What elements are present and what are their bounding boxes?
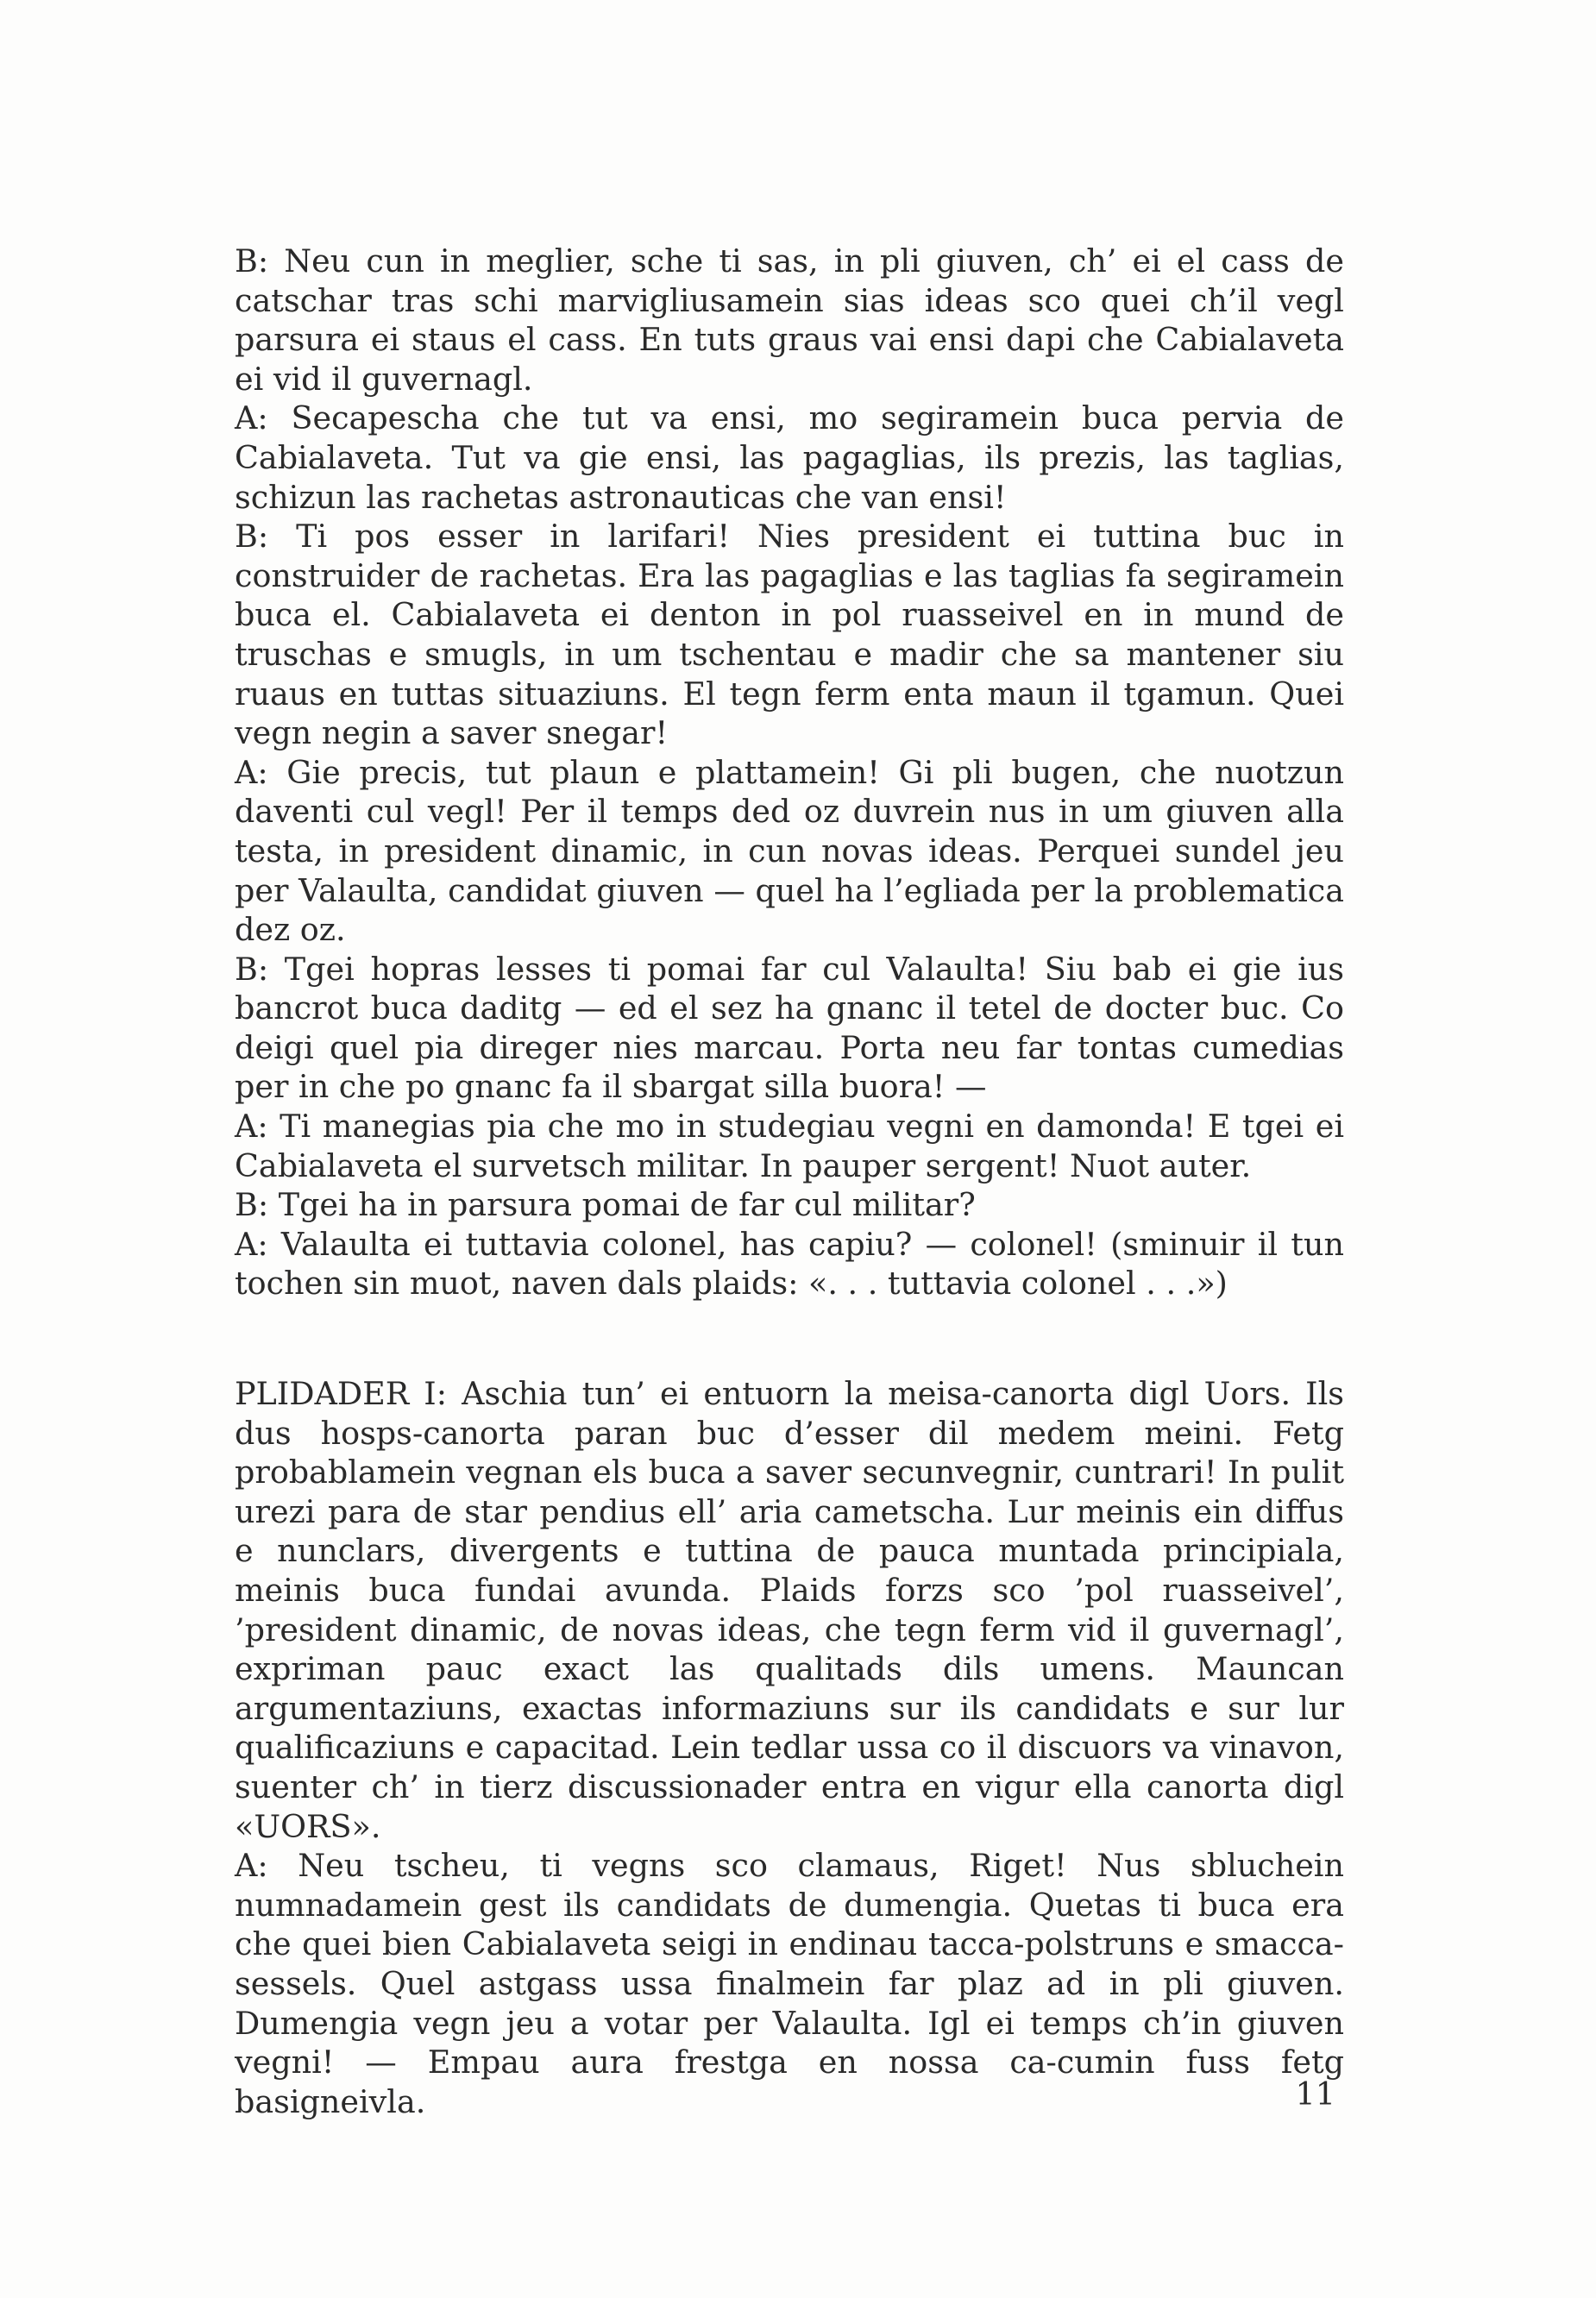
dialogue-block-2 — [235, 1374, 1344, 2121]
section-gap — [235, 1303, 1344, 1374]
dialogue-block-1 — [235, 242, 1344, 1303]
dialogue-line-a-2: A: Gie precis, tut plaun e plattamein! Gi pli bugen, che nuotzun daventi cul vegl! Per il temps ded oz duvrein nus in um giuven alla testa, in president dinamic, in cun novas ideas. Perquei sundel jeu per Valaulta, candidat giuven — quel ha l’egliada per la problematica dez oz. — [235, 753, 1344, 949]
dialogue-line-b-2: B: Ti pos esser in larifari! Nies president ei tuttina buc in construider de rachetas. Era las pagaglias e las taglias fa segiramein buca el. Cabialaveta ei denton in pol ruasseivel en in mund de truschas e smugls, in um tschentau e madir che sa mantener siu ruaus en tuttas situaziuns. El tegn ferm enta maun il tgamun. Quei vegn negin a saver snegar! — [235, 518, 1344, 752]
narrator-paragraph: PLIDADER I: Aschia tun’ ei entuorn la meisa-canorta digl Uors. Ils dus hosps-canorta paran buc d’esser dil medem meini. Fetg probablamein vegnan els buca a saver secunvegnir, cuntrari! In pulit urezi para de star pendius ell’ aria cametscha. Lur meinis ein diffus e nunclars, divergents e tuttina de pauca muntada principiala, meinis buca fundai avunda. Plaids forzs sco ’pol ruasseivel’, ’president dinamic, de novas ideas, che tegn ferm vid il guvernagl’, expriman pauc exact las qualitads dils umens. Mauncan argumentaziuns, exactas informaziuns sur ils candidats e sur lur qualificaziuns e capacitad. Lein tedlar ussa co il discuors va vinavon, suenter ch’ in tierz discussionader entra en vigur ella canorta digl «UORS». — [235, 1375, 1344, 1845]
dialogue-line-b-3: B: Tgei hopras lesses ti pomai far cul Valaulta! Siu bab ei gie ius bancrot buca daditg — ed el sez ha gnanc il tetel de docter buc. Co deigi quel pia direger nies marcau. Porta neu far tontas cumedias per in che po gnanc fa il sbargat silla buora! — — [235, 950, 1344, 1106]
dialogue-line-a-3: A: Ti manegias pia che mo in studegiau vegni en damonda! E tgei ei Cabialaveta el survetsch militar. In pauper sergent! Nuot auter. — [235, 1108, 1344, 1184]
dialogue-line-b-1: B: Neu cun in meglier, sche ti sas, in pli giuven, ch’ ei el cass de catschar tras schi marvigliusamein sias ideas sco quei ch’il vegl parsura ei staus el cass. En tuts graus vai ensi dapi che Cabialaveta ei vid il guvernagl. — [235, 242, 1344, 398]
dialogue-line-a-1: A: Secapescha che tut va ensi, mo segiramein buca pervia de Cabialaveta. Tut va gie ensi, las pagaglias, ils prezis, las taglias, schizun las rachetas astronauticas che van ensi! — [235, 399, 1344, 516]
page-number: 11 — [1295, 2075, 1335, 2113]
dialogue-line-a-4: A: Valaulta ei tuttavia colonel, has capiu? — colonel! (sminuir il tun tochen sin muot, naven dals plaids: «. . . tuttavia colonel . . .») — [235, 1225, 1344, 1303]
dialogue-line-b-4: B: Tgei ha in parsura pomai de far cul militar? — [235, 1186, 976, 1224]
page-text — [235, 242, 1344, 2121]
dialogue-line-a-5: A: Neu tscheu, ti vegns sco clamaus, Riget! Nus sbluchein numnadamein gest ils candidats de dumengia. Quetas ti buca era che quei bien Cabialaveta seigi in endinau tacca-polstruns e smacca-sessels. Quel astgass ussa finalmein far plaz ad in pli giuven. Dumengia vegn jeu a votar per Valaulta. Igl ei temps ch’in giuven vegni! — Empau aura frestga en nossa ca-cumin fuss fetg basigneivla. — [235, 1847, 1344, 2120]
